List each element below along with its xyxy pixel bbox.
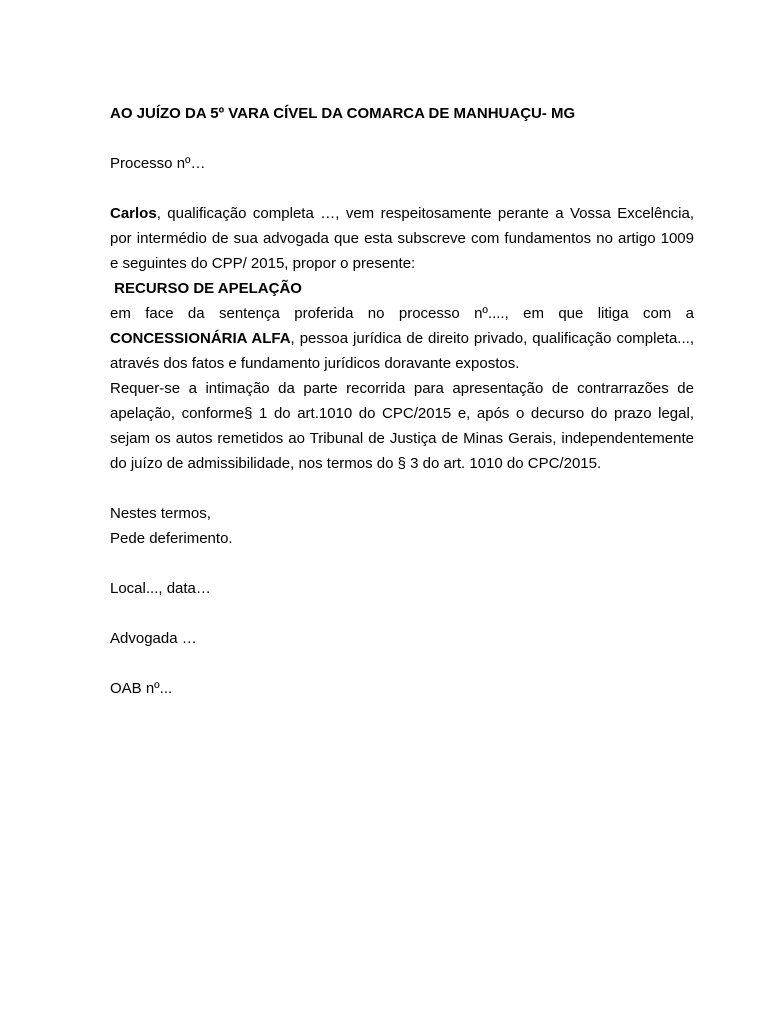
spacer	[110, 126, 694, 151]
closing-request: Pede deferimento.	[110, 530, 233, 547]
against-paragraph	[110, 301, 694, 376]
appellant-name: Carlos	[110, 205, 157, 222]
closing-terms: Nestes termos,	[110, 505, 211, 522]
against-text-before: em face da sentença proferida no processo nº...., em que litiga com a	[110, 305, 694, 322]
document-body	[110, 101, 694, 701]
against-text-after: , pessoa jurídica de direito privado, qualificação completa..., através dos fatos e fundamento jurídicos doravante expostos.	[110, 330, 694, 372]
intro-text: , qualificação completa …, vem respeitosamente perante a Vossa Excelência, por intermédio de sua advogada que esta subscreve com fundamentos no artigo 1009 e seguintes do CPP/ 2015, propor o presente:	[110, 205, 694, 272]
request-paragraph: Requer-se a intimação da parte recorrida para apresentação de contrarrazões de apelação, conforme§ 1 do art.1010 do CPC/2015 e, após o decurso do prazo legal, sejam os autos remetidos ao Tribunal de Justiça de Minas Gerais, independentemente do juízo de admissibilidade, nos termos do § 3 do art. 1010 do CPC/2015.	[110, 380, 694, 472]
oab-number: OAB nº...	[110, 680, 173, 697]
appeal-title: RECURSO DE APELAÇÃO	[110, 280, 302, 297]
spacer	[110, 651, 694, 676]
intro-paragraph	[110, 201, 694, 276]
spacer	[110, 551, 694, 576]
spacer	[110, 176, 694, 201]
lawyer-signature: Advogada …	[110, 630, 197, 647]
spacer	[110, 601, 694, 626]
process-number: Processo nº…	[110, 155, 206, 172]
place-date: Local..., data…	[110, 580, 211, 597]
spacer	[110, 476, 694, 501]
respondent-name: CONCESSIONÁRIA ALFA	[110, 330, 291, 347]
court-heading: AO JUÍZO DA 5º VARA CÍVEL DA COMARCA DE MANHUAÇU- MG	[110, 105, 576, 122]
